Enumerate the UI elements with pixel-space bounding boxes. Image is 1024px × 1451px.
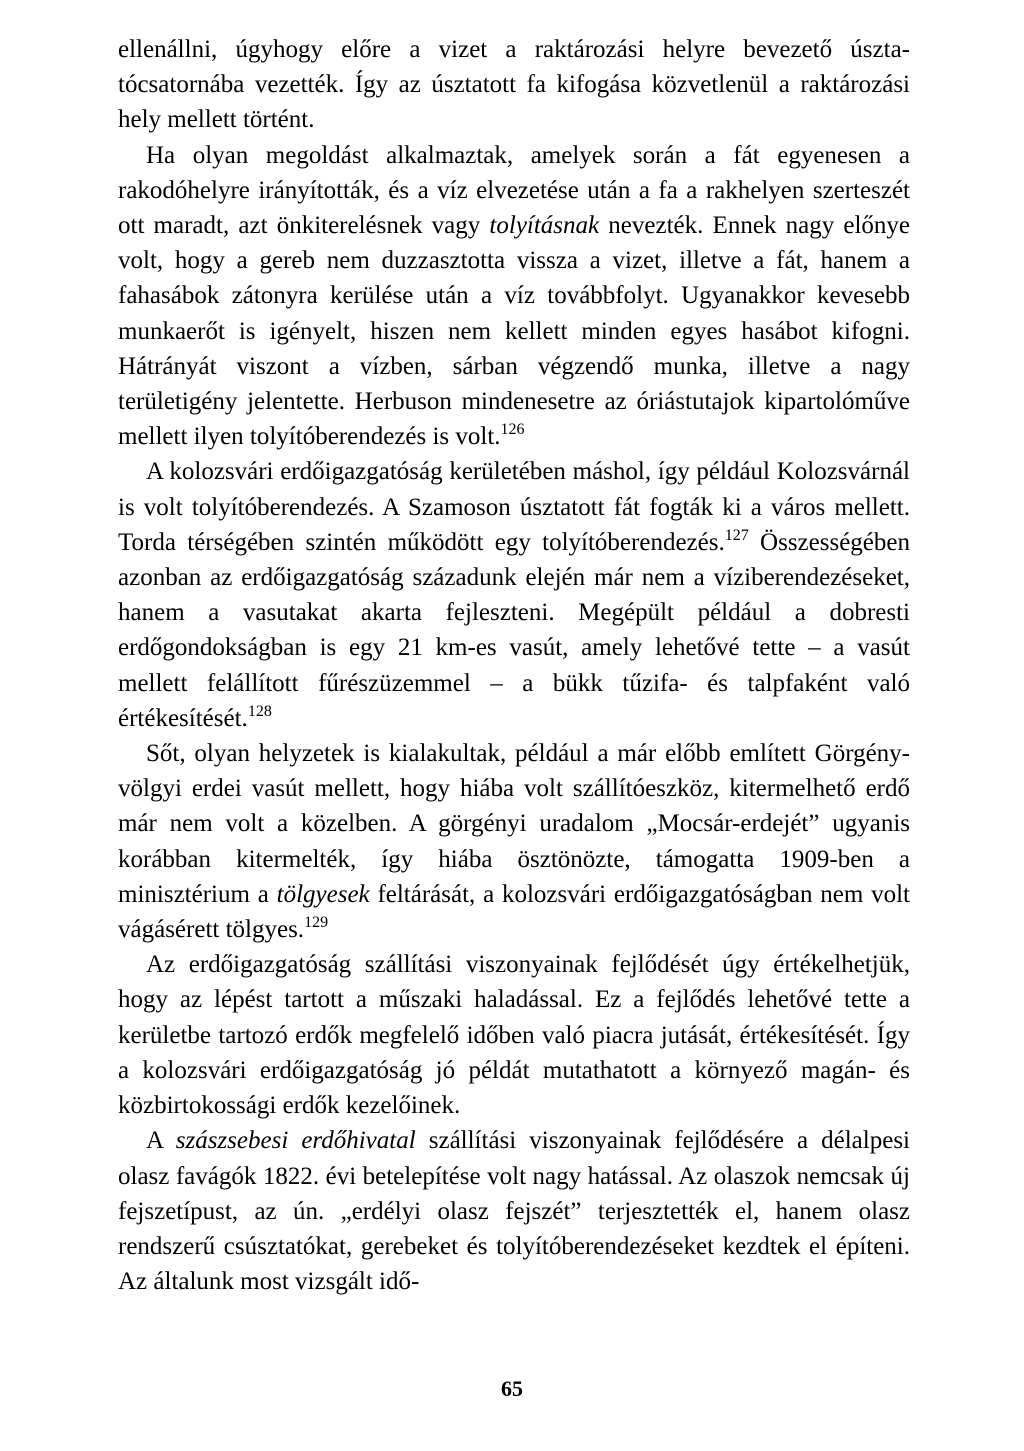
paragraph: [118, 32, 910, 138]
italic-term: tolyításnak: [489, 212, 600, 240]
footnote-ref: 128: [247, 702, 272, 720]
page-body: [118, 32, 910, 1299]
footnote-ref: 129: [304, 914, 329, 932]
text-run: Ha olyan megoldást alkalmaztak, amelyek során a fát egyenesen a rakodóhelyre irányították, és a víz elvezetése után a fa a rakhelyen szerteszét ott maradt, azt önkiterelésnek vagy: [118, 141, 910, 240]
paragraph: [118, 138, 910, 455]
paragraph: [118, 454, 910, 736]
footnote-ref: 127: [724, 526, 749, 544]
text-run: Az erdőigazgatóság szállítási viszonyainak fejlődését úgy értékelhetjük, hogy az lépést tartott a műszaki haladással. Ez a fejlődés lehetővé tette a kerületbe tartozó erdők megfelelő időben való piacra jutását, értékesítését. Így a kolozsvári erdőigazgatóság jó példát mutathatott a környező magán- és közbirtokossági erdők kezelőinek.: [118, 951, 910, 1120]
text-run: Sőt, olyan helyzetek is kialakultak, például a már előbb említett Görgény-völgyi erdei vasút mellett, hogy hiába volt szállítóeszköz, kitermelhető erdő már nem volt a közelben. A görgényi uradalom „Mocsár-erdejét” ugyanis korábban kitermelték, így hiába ösztönözte, támogatta 1909-ben a minisztérium a: [118, 740, 910, 908]
text-run: feltárását, a kolozsvári erdőigazgatóságban nem volt vágásérett tölgyes.: [118, 880, 910, 944]
text-run: ellenállni, úgyhogy előre a vizet a raktározási helyre bevezető úsztatócsatornába vezették. Így az úsztatott fa kifogása közvetlenül a raktározási hely mellett történt.: [118, 36, 910, 134]
paragraph: [118, 947, 910, 1123]
paragraph: [118, 1123, 910, 1299]
italic-term: szászsebesi erdőhivatal: [175, 1127, 416, 1155]
paragraph: [118, 736, 910, 947]
text-run: Összességében azonban az erdőigazgatóság századunk elején már nem a víziberendezéseket, hanem a vasutakat akarta fejleszteni. Megépült például a dobresti erdőgondokságban is egy 21 km-es vasút, amely lehetővé tette – a vasút mellett felállított fűrészüzemmel – a bükk tűzifa- és talpfaként való értékesítését.: [118, 528, 911, 732]
text-run: A: [146, 1127, 176, 1155]
text-run: A kolozsvári erdőigazgatóság kerületében máshol, így például Kolozsvárnál is volt tolyítóberendezés. A Szamoson úsztatott fát fogták ki a város mellett. Torda térségében szintén működött egy tolyítóberendezés.: [118, 458, 910, 556]
page-number: 65: [501, 1376, 523, 1401]
italic-term: tölgyesek: [276, 880, 370, 908]
text-run: nevezték. Ennek nagy előnye volt, hogy a gereb nem duzzasztotta vissza a vizet, illetve a fát, hanem a fahasábok zátonyra kerülése után a víz továbbfolyt. Ugyanakkor kevesebb munkaerőt is igényelt, hiszen nem kellett minden egyes hasábot kifogni. Hátrányát viszont a vízben, sárban végzendő munka, illetve a nagy területigény jelentette. Herbuson mindenesetre az óriástutajok kipartolóműve mellett ilyen tolyítóberendezés is volt.: [118, 212, 911, 451]
text-run: szállítási viszonyainak fejlődésére a délalpesi olasz favágók 1822. évi betelepítése volt nagy hatással. Az olaszok nemcsak új fejszetípust, az ún. „erdélyi olasz fejszét” terjesztették el, hanem olasz rendszerű csúsztatókat, gerebeket és tolyítóberendezéseket kezdtek el építeni. Az általunk most vizsgált idő-: [118, 1127, 910, 1296]
footnote-ref: 126: [500, 421, 525, 439]
